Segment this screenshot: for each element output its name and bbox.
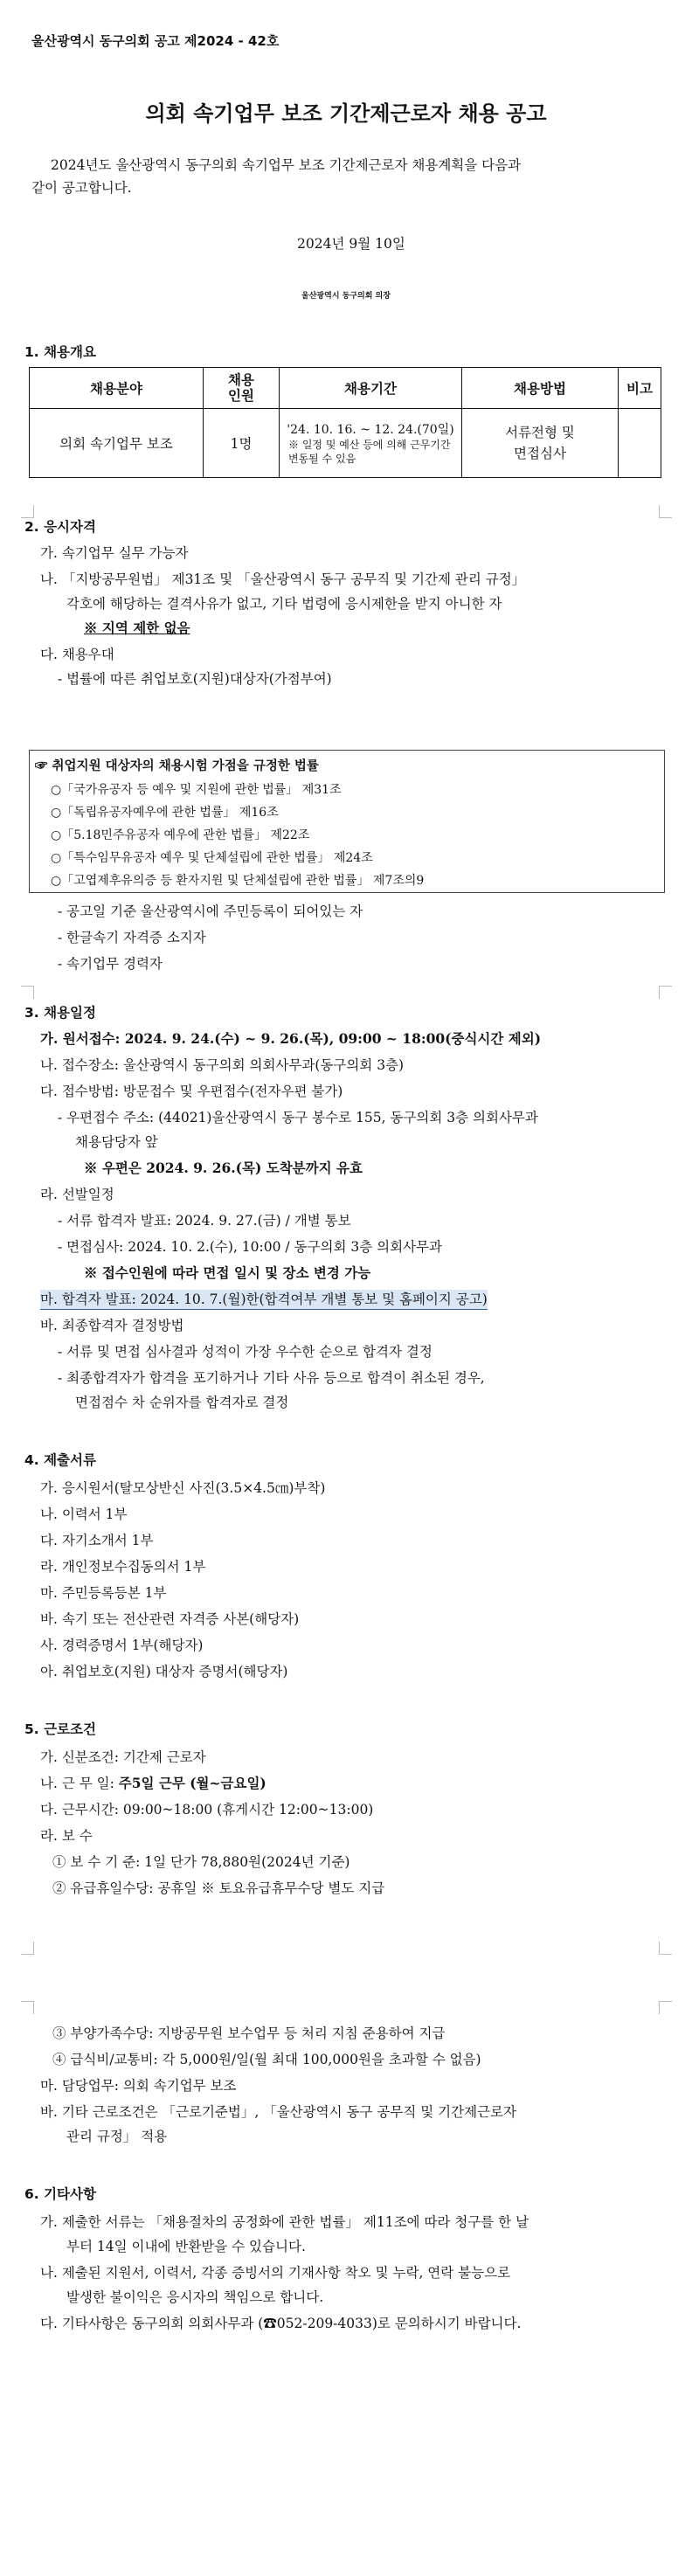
- text-line: ④ 급식비/교통비: 각 5,000원/일(월 최대 100,000원을 초과할 수 없음): [52, 2052, 481, 2067]
- section-title: 5. 근로조건: [24, 1721, 96, 1737]
- text-line: 다. 접수방법: 방문접수 및 우편접수(전자우편 불가): [40, 1084, 343, 1099]
- text-line: 채용담당자 앞: [75, 1134, 158, 1150]
- text-line: 다. 기타사항은 동구의회 의회사무과 (☎052-209-4033)로 문의하시기 바랍니다.: [40, 2316, 522, 2331]
- list-item: 가. 응시원서(탈모상반신 사진(3.5×4.5㎝)부착): [40, 1480, 326, 1496]
- page-corner-mark: [659, 986, 672, 999]
- period-note: ※ 일정 및 예산 등에 의해 근무기간 변동될 수 있음: [288, 439, 451, 465]
- list-item: ○「독립유공자예우에 관한 법률」 제16조: [51, 806, 279, 820]
- issuer: 울산광역시 동구의회 의장: [301, 292, 391, 301]
- list-item: 마. 주민등록등본 1부: [40, 1585, 167, 1601]
- list-item: ○「고엽제후유의증 등 환자지원 및 단체설립에 관한 법률」 제7조의9: [51, 874, 425, 888]
- text-line: - 서류 합격자 발표: 2024. 9. 27.(금) / 개별 통보: [58, 1213, 351, 1229]
- table-cell: [619, 409, 661, 478]
- table-cell: 의회 속기업무 보조: [30, 409, 204, 478]
- text-line: - 면접심사: 2024. 10. 2.(수), 10:00 / 동구의회 3층 의회사무과: [58, 1239, 442, 1255]
- section-title: 6. 기타사항: [24, 2186, 96, 2202]
- text-line: 다. 채용우대: [40, 647, 114, 662]
- text-line: - 법률에 따른 취업보호(지원)대상자(가점부여): [58, 671, 332, 687]
- page-corner-mark: [659, 505, 672, 518]
- text-line: 부터 14일 이내에 반환받을 수 있습니다.: [66, 2239, 306, 2254]
- text-line: 마. 담당업무: 의회 속기업무 보조: [40, 2078, 237, 2094]
- announcement-line: 마. 합격자 발표: 2024. 10. 7.(월)한(합격여부 개별 통보 및 홈페이지 공고): [40, 1290, 488, 1310]
- page-corner-mark: [659, 2001, 672, 2014]
- page-corner-mark: [21, 2001, 34, 2014]
- list-item: 라. 개인정보수집동의서 1부: [40, 1559, 206, 1575]
- text-line: 나. 「지방공무원법」 제31조 및 「울산광역시 동구 공무직 및 기간제 관리 규정」: [40, 571, 526, 587]
- section-title: 3. 채용일정: [24, 1005, 96, 1021]
- table-row: [30, 409, 661, 478]
- text-line: - 공고일 기준 울산광역시에 주민등록이 되어있는 자: [58, 904, 363, 919]
- text-line: 다. 근무시간: 09:00~18:00 (휴게시간 12:00~13:00): [40, 1802, 374, 1818]
- text-line: ② 유급휴일수당: 공휴일 ※ 토요유급휴무수당 별도 지급: [52, 1880, 385, 1896]
- table-header-cell: 채용기간: [280, 368, 462, 409]
- text-line: 가. 신분조건: 기간제 근로자: [40, 1749, 206, 1765]
- text-line: - 한글속기 자격증 소지자: [58, 930, 206, 945]
- table-cell: 1명: [204, 409, 280, 478]
- text-line: 발생한 불이익은 응시자의 책임으로 합니다.: [66, 2289, 324, 2305]
- section-title: 4. 제출서류: [24, 1452, 96, 1468]
- text-line: 관리 규정」 적용: [66, 2129, 168, 2144]
- text-line: 나. 제출된 지원서, 이력서, 각종 증빙서의 기재사항 착오 및 누락, 연락 불능으로: [40, 2265, 511, 2281]
- list-item: 나. 이력서 1부: [40, 1506, 128, 1522]
- table-header-cell: 채용분야: [30, 368, 204, 409]
- text-line: 면접점수 차 순위자를 합격자로 결정: [75, 1395, 289, 1410]
- text-line: ※ 우편은 2024. 9. 26.(목) 도착분까지 유효: [84, 1160, 363, 1176]
- text-line: ※ 지역 제한 없음: [84, 620, 190, 636]
- section-title: 1. 채용개요: [24, 344, 96, 360]
- work-days-value: 주5일 근무 (월~금요일): [118, 1775, 266, 1791]
- table-cell: [280, 409, 462, 478]
- work-days-label: 나. 근 무 일:: [40, 1776, 119, 1791]
- notice-number: 울산광역시 동구의회 공고 제2024 - 42호: [31, 33, 280, 49]
- text-line: 바. 최종합격자 결정방법: [40, 1318, 184, 1333]
- text-line: 가. 속기업무 실무 가능자: [40, 545, 189, 561]
- table-header-cell: 채용 인원: [204, 368, 280, 409]
- text-line: - 우편접수 주소: (44021)울산광역시 동구 봉수로 155, 동구의회 3층 의회사무과: [58, 1110, 538, 1125]
- page-corner-mark: [659, 1942, 672, 1955]
- list-item: 사. 경력증명서 1부(해당자): [40, 1638, 204, 1653]
- list-item: ○「특수임무유공자 예우 및 단체설립에 관한 법률」 제24조: [51, 851, 373, 865]
- text-line: 각호에 해당하는 결격사유가 없고, 기타 법령에 응시제한을 받지 아니한 자: [66, 596, 502, 612]
- period-text: '24. 10. 16. ~ 12. 24.(70일): [287, 423, 454, 437]
- table-cell: 서류전형 및 면접심사: [462, 409, 619, 478]
- list-item: ○「국가유공자 등 예우 및 지원에 관한 법률」 제31조: [51, 783, 342, 797]
- notice-date: 2024년 9월 10일: [297, 236, 405, 252]
- list-item: 바. 속기 또는 전산관련 자격증 사본(해당자): [40, 1611, 300, 1627]
- text-line: ※ 접수인원에 따라 면접 일시 및 장소 변경 가능: [84, 1264, 371, 1281]
- text-line: 가. 제출한 서류는 「채용절차의 공정화에 관한 법률」 제11조에 따라 청구를 한 날: [40, 2214, 529, 2230]
- section-title: 2. 응시자격: [24, 519, 96, 535]
- text-line: [40, 1774, 266, 1793]
- text-line: - 서류 및 면접 심사결과 성적이 가장 우수한 순으로 합격자 결정: [58, 1344, 432, 1360]
- text-line: 바. 기타 근로조건은 「근로기준법」, 「울산광역시 동구 공무직 및 기간제근로자: [40, 2104, 516, 2120]
- list-item: 아. 취업보호(지원) 대상자 증명서(해당자): [40, 1664, 288, 1679]
- page-corner-mark: [21, 505, 34, 518]
- table-header-cell: 비고: [619, 368, 661, 409]
- table-header-row: [30, 368, 661, 409]
- text-line: 나. 접수장소: 울산광역시 동구의회 의회사무과(동구의회 3층): [40, 1057, 405, 1073]
- list-item: 다. 자기소개서 1부: [40, 1533, 154, 1548]
- table-header-cell: 채용방법: [462, 368, 619, 409]
- text-line: ① 보 수 기 준: 1일 단가 78,880원(2024년 기준): [52, 1854, 350, 1870]
- text-line: - 속기업무 경력자: [58, 956, 163, 972]
- page-corner-mark: [21, 1942, 34, 1955]
- page-corner-mark: [21, 986, 34, 999]
- intro-line-1: 2024년도 울산광역시 동구의회 속기업무 보조 기간제근로자 채용계획을 다음과: [51, 157, 522, 173]
- text-line: ③ 부양가족수당: 지방공무원 보수업무 등 처리 지침 준용하여 지급: [52, 2025, 446, 2041]
- list-item: ○「5.18민주유공자 예우에 관한 법률」 제22조: [51, 828, 310, 842]
- box-title: ☞ 취업지원 대상자의 채용시험 가점을 규정한 법률: [35, 758, 319, 773]
- recruitment-table: [29, 367, 661, 478]
- text-line: 라. 보 수: [40, 1828, 93, 1844]
- intro-line-2: 같이 공고합니다.: [31, 180, 132, 196]
- page-title: 의회 속기업무 보조 기간제근로자 채용 공고: [145, 101, 547, 126]
- text-line: - 최종합격자가 합격을 포기하거나 기타 사유 등으로 합격이 취소된 경우,: [58, 1370, 485, 1386]
- text-line: 가. 원서접수: 2024. 9. 24.(수) ~ 9. 26.(목), 09:00 ~ 18:00(중식시간 제외): [40, 1030, 542, 1047]
- text-line: 라. 선발일정: [40, 1187, 114, 1202]
